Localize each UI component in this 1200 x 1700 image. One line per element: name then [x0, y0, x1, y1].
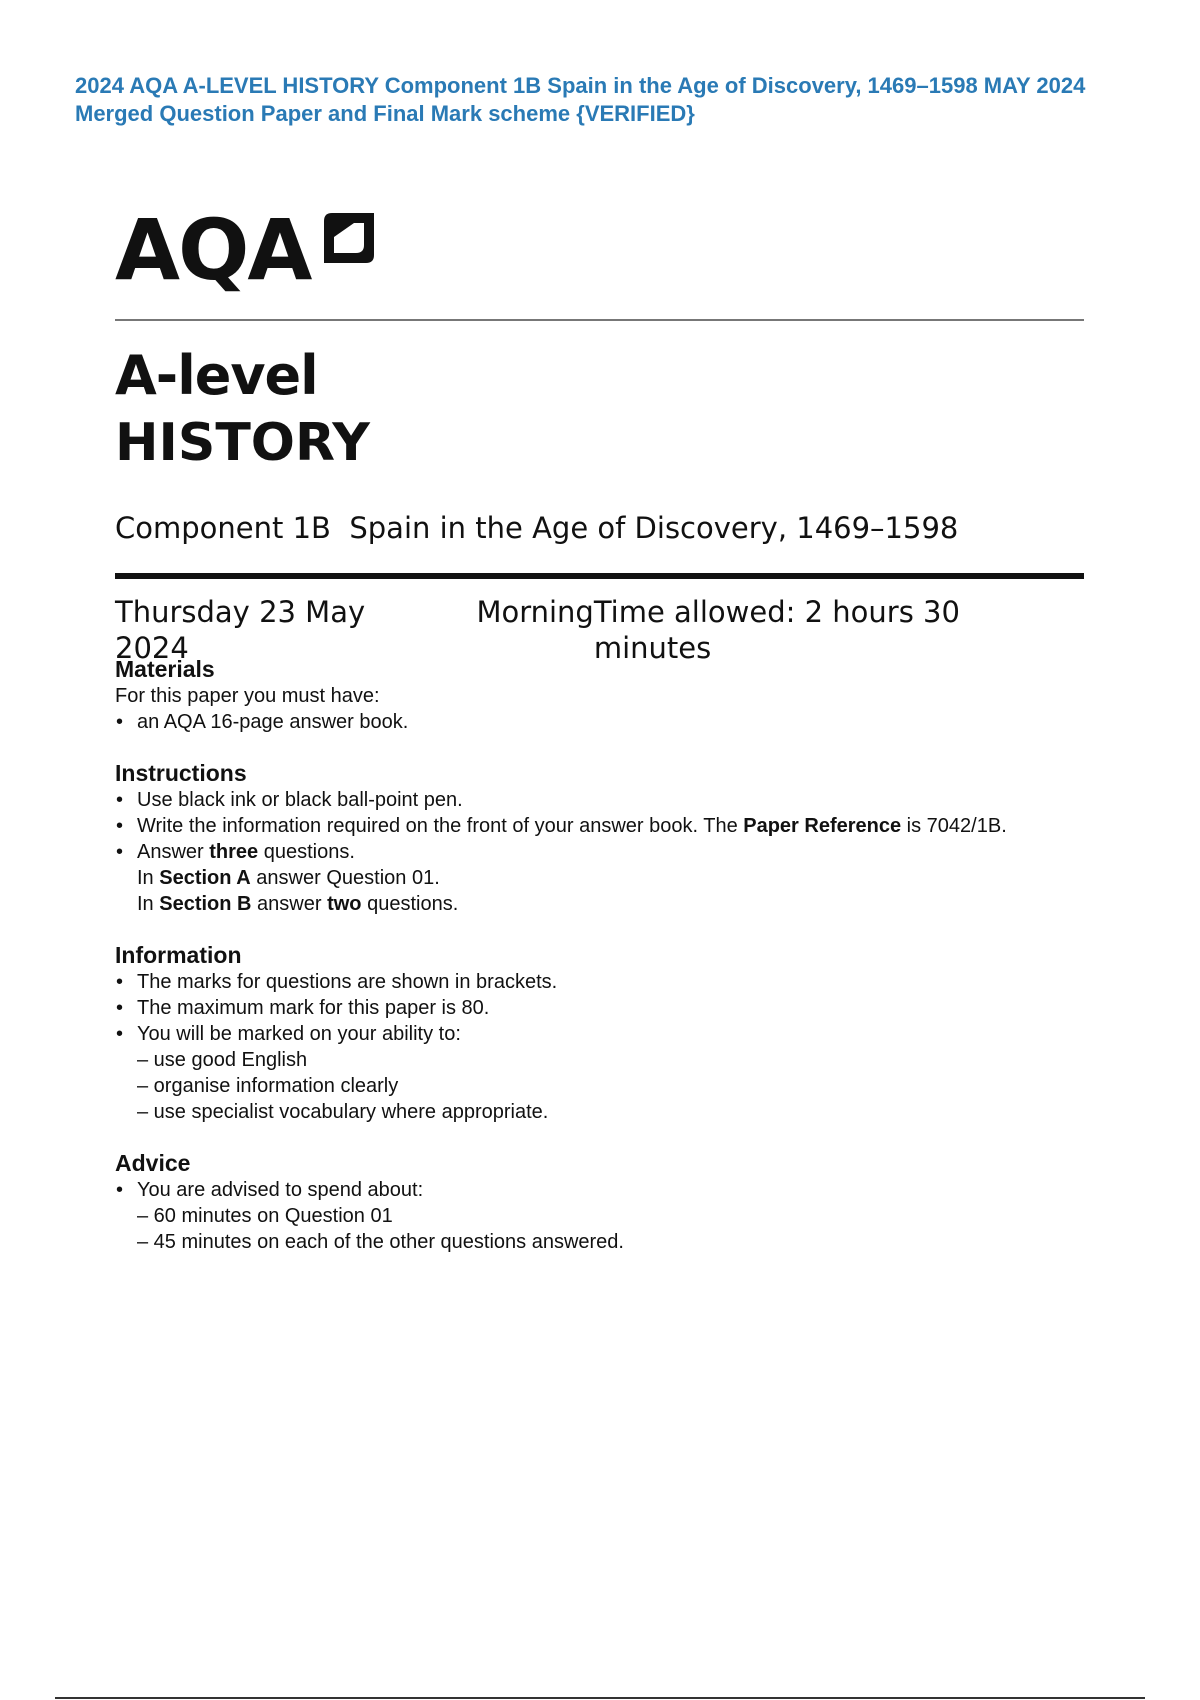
information-subline: – use good English — [137, 1049, 308, 1071]
aqa-logo-text: AQA — [115, 201, 311, 299]
text-span: In — [137, 893, 160, 915]
text-span: Answer — [137, 841, 210, 863]
text-span: is 7042/1B. — [901, 815, 1007, 837]
advice-section — [115, 1149, 1075, 1255]
exam-date: Thursday 23 May 2024 — [115, 595, 366, 665]
advice-list — [115, 1177, 1075, 1255]
materials-list — [115, 709, 1075, 735]
information-section — [115, 941, 1075, 1125]
bold-text: two — [327, 893, 362, 915]
information-item-ability — [115, 1021, 1075, 1125]
advice-subline: – 60 minutes on Question 01 — [137, 1205, 393, 1227]
text-span: questions. — [361, 893, 459, 915]
advice-subline: – 45 minutes on each of the other questions answered. — [137, 1231, 624, 1253]
component-divider — [115, 573, 1084, 579]
materials-section — [115, 655, 1075, 735]
bold-text: Paper Reference — [743, 815, 902, 837]
information-subline: – organise information clearly — [137, 1075, 399, 1097]
instructions-subline-section-b — [137, 891, 1075, 917]
qualification-level: A-level — [115, 344, 318, 407]
bold-text: three — [209, 841, 259, 863]
advice-item-time — [115, 1177, 1075, 1255]
component-title: Component 1B Spain in the Age of Discovery, 1469–1598 — [115, 511, 959, 545]
instructions-item-ink: • Use black ink or black ball-point pen. — [115, 787, 1075, 813]
materials-item: • an AQA 16-page answer book. — [115, 709, 1075, 735]
instructions-item-answer — [115, 839, 1075, 917]
bold-text: Section A — [159, 867, 251, 889]
subject-title: HISTORY — [115, 413, 370, 473]
cover-sections — [115, 655, 1075, 1279]
text-span: Write the information required on the front of your answer book. The — [137, 815, 744, 837]
information-item-marks: • The marks for questions are shown in brackets. — [115, 969, 1075, 995]
advice-heading: Advice — [115, 1150, 191, 1176]
instructions-list — [115, 787, 1075, 917]
exam-time-allowed: Time allowed: 2 hours 30 minutes — [593, 595, 960, 665]
header-divider — [115, 319, 1084, 321]
instructions-item-paper-reference — [115, 813, 1075, 839]
document-header-title: 2024 AQA A-LEVEL HISTORY Component 1B Spain in the Age of Discovery, 1469–1598 MAY 2024 Merged Question Paper and Final Mark scheme {VERIFIED} — [75, 73, 1086, 126]
bold-text: Section B — [159, 893, 252, 915]
text-span: answer Question 01. — [250, 867, 440, 889]
instructions-heading: Instructions — [115, 760, 247, 786]
instructions-section — [115, 759, 1075, 917]
information-heading: Information — [115, 942, 242, 968]
information-subline: – use specialist vocabulary where appropriate. — [137, 1101, 549, 1123]
text-span: answer — [251, 893, 328, 915]
text-span: You are advised to spend about: — [137, 1179, 424, 1201]
information-list — [115, 969, 1075, 1125]
information-item-max-mark: • The maximum mark for this paper is 80. — [115, 995, 1075, 1021]
text-span: In — [137, 867, 160, 889]
exam-session: Morning — [476, 595, 594, 629]
aqa-logo — [115, 201, 378, 299]
materials-intro: For this paper you must have: — [115, 685, 380, 707]
text-span: questions. — [258, 841, 355, 863]
aqa-logo-mark-icon — [320, 209, 378, 267]
page-bottom-rule — [55, 1697, 1145, 1699]
text-span: You will be marked on your ability to: — [137, 1023, 461, 1045]
materials-heading: Materials — [115, 656, 215, 682]
instructions-subline-section-a — [137, 865, 1075, 891]
